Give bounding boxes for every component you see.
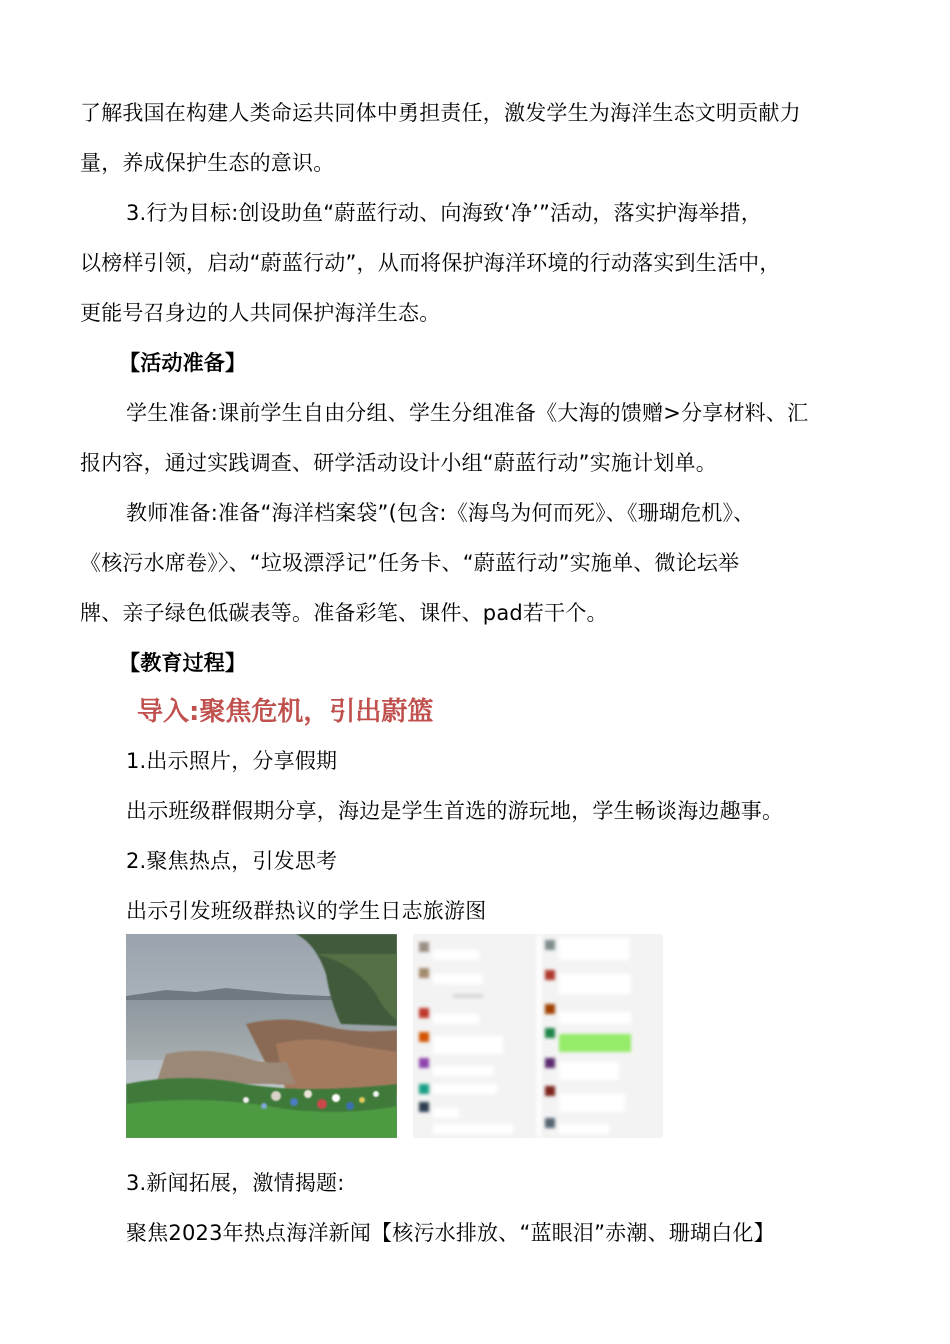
beach-litter-photo (126, 934, 397, 1138)
para-4-line-3: 牌、亲子绿色低碳表等。准备彩笔、课件、pad若干个。 (80, 601, 608, 625)
step-3-title: 3.新闻拓展，激情揭题: (126, 1171, 345, 1195)
para-4-line-1: 教师准备:准备“海洋档案袋”(包含:《海鸟为何而死》、《珊瑚危机》、 (126, 501, 755, 525)
step-2-body: 出示引发班级群热议的学生日志旅游图 (126, 899, 487, 923)
step-2-title: 2.聚焦热点，引发思考 (126, 849, 338, 873)
class-group-chat-screenshot (413, 934, 663, 1138)
para-2-line-1: 3.行为目标:创设助鱼“蔚蓝行动、向海致‘净’”活动，落实护海举措， (126, 201, 763, 225)
step-1-body: 出示班级群假期分享，海边是学生首选的游玩地，学生畅谈海边趣事。 (126, 799, 784, 823)
section-heading-intro: 导入:聚焦危机，引出蔚篮 (137, 697, 434, 727)
para-3-line-2: 报内容，通过实践调查、研学活动设计小组“蔚蓝行动”实施计划单。 (80, 451, 717, 475)
para-2-line-3: 更能号召身边的人共同保护海洋生态。 (80, 301, 441, 325)
step-3-body: 聚焦2023年热点海洋新闻【核污水排放、“蓝眼泪”赤潮、珊瑚白化】 (126, 1221, 775, 1245)
para-2-line-2: 以榜样引领，启动“蔚蓝行动”，从而将保护海洋环境的行动落实到生活中， (80, 251, 781, 275)
heading-activity-prep: 【活动准备】 (119, 351, 247, 375)
para-1-line-2: 量，养成保护生态的意识。 (80, 151, 335, 175)
heading-education-process: 【教育过程】 (119, 651, 247, 675)
para-1-line-1: 了解我国在构建人类命运共同体中勇担责任，激发学生为海洋生态文明贡献力 (80, 101, 801, 125)
para-4-line-2: 《核污水席卷》〉、“垃圾漂浮记”任务卡、“蔚蓝行动”实施单、微论坛举 (80, 551, 740, 575)
step-1-title: 1.出示照片，分享假期 (126, 749, 338, 773)
para-3-line-1: 学生准备:课前学生自由分组、学生分组准备《大海的馈赠>分享材料、汇 (126, 401, 809, 425)
